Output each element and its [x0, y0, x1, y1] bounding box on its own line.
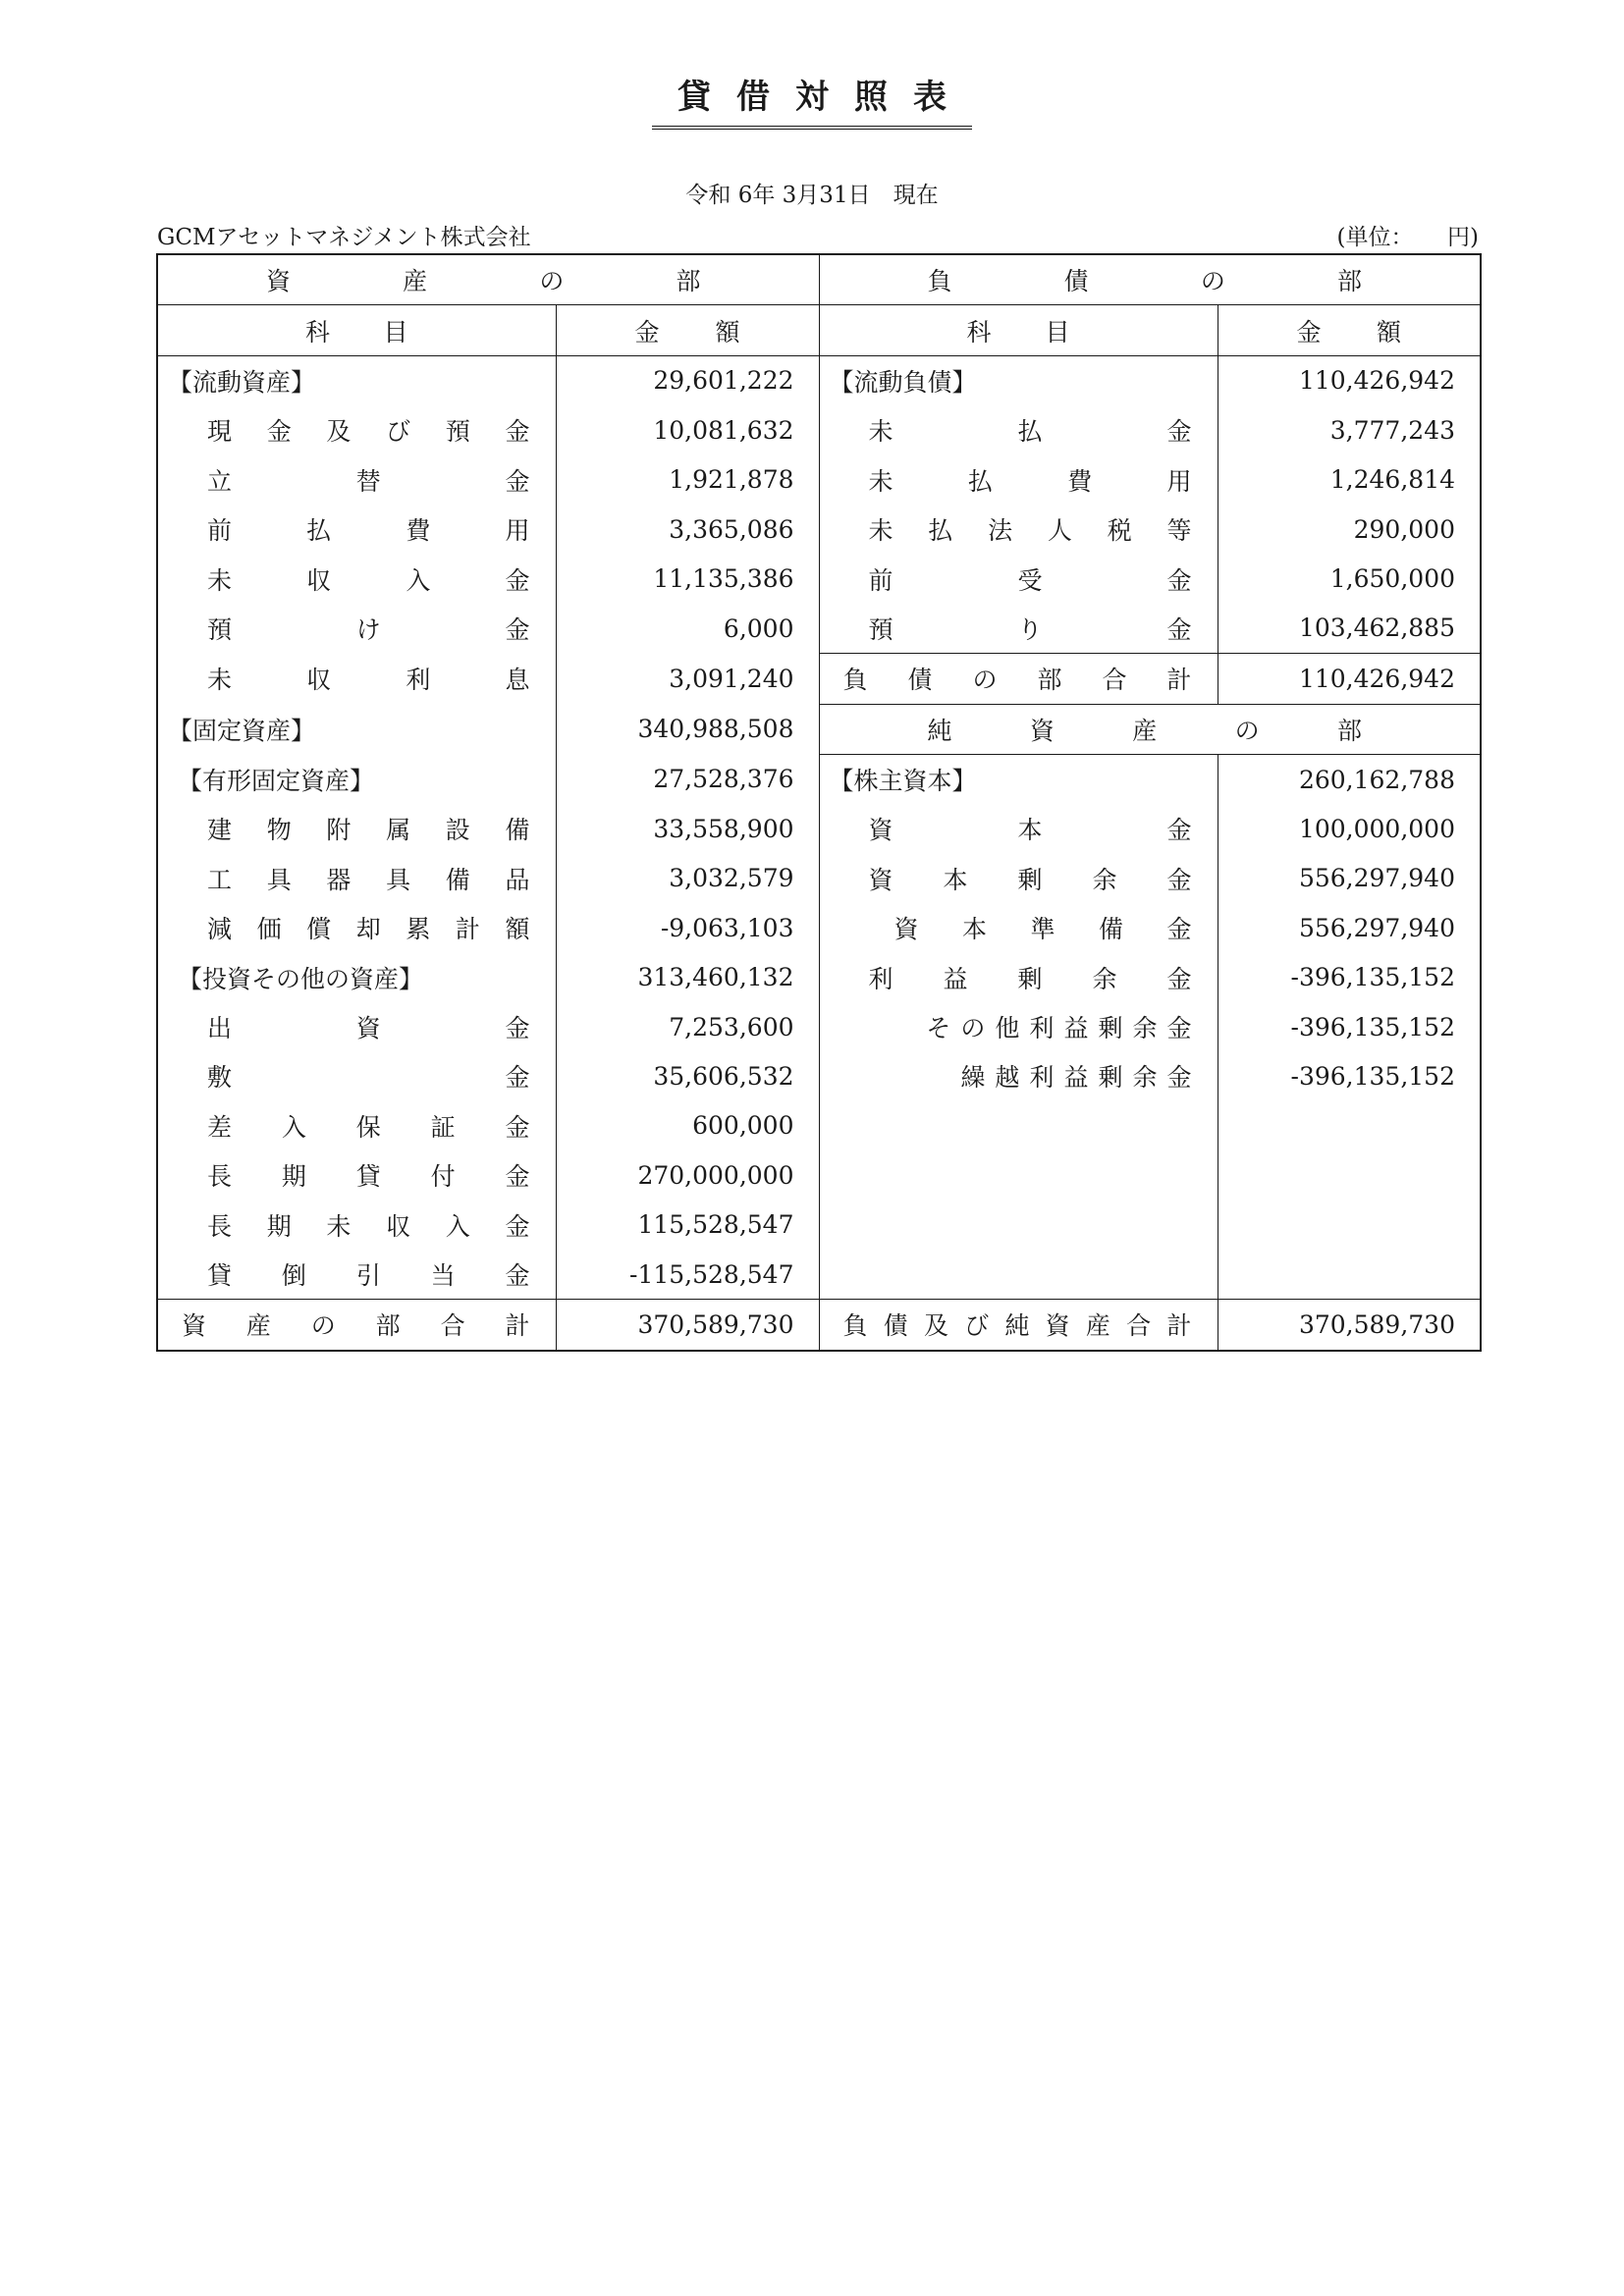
asset-item-label — [157, 604, 556, 654]
asset-subsection-label — [157, 754, 556, 804]
net-asset-item-label — [819, 1051, 1218, 1100]
asset-label-text: 前 払 費 用 — [207, 516, 530, 546]
liab-net-total-amount: 370,589,730 — [1218, 1300, 1481, 1351]
asset-label-text: 長 期 貸 付 金 — [207, 1162, 530, 1192]
liability-item-label — [819, 554, 1218, 603]
table-row — [157, 1002, 1481, 1051]
asset-item-label — [157, 854, 556, 903]
asset-amount: 340,988,508 — [556, 704, 819, 754]
liability-item-label — [819, 455, 1218, 505]
asset-item-label — [157, 1200, 556, 1249]
liability-label-text: 預 り 金 — [868, 614, 1192, 644]
net-assets-section-header — [819, 704, 1481, 754]
asset-item-label — [157, 1150, 556, 1200]
net-asset-amount: 556,297,940 — [1218, 903, 1481, 952]
asset-label-text: 【投資その他の資産】 — [178, 964, 424, 993]
asset-section-label — [157, 704, 556, 754]
liabilities-section-header — [819, 254, 1481, 305]
assets-item-header — [157, 305, 556, 355]
net-asset-label-text: 利 益 剰 余 金 — [868, 964, 1192, 993]
asset-amount: 1,921,878 — [556, 455, 819, 505]
table-row — [157, 1150, 1481, 1200]
asset-subsection-label — [157, 952, 556, 1001]
liabilities-total-label — [819, 654, 1218, 704]
assets-section-header — [157, 254, 819, 305]
table-row — [157, 1200, 1481, 1249]
empty-cell — [819, 1250, 1218, 1300]
asset-label-text: 【有形固定資産】 — [178, 766, 375, 795]
asset-label-text: 差 入 保 証 金 — [207, 1112, 530, 1142]
liability-section-label — [819, 355, 1218, 405]
liab-net-total-label-text: 負 債 及 び 純 資 産 合 計 — [842, 1311, 1192, 1341]
liability-amount: 103,462,885 — [1218, 604, 1481, 654]
asset-amount: 11,135,386 — [556, 554, 819, 603]
header-row — [157, 254, 1481, 305]
header-row — [157, 305, 1481, 355]
table-row — [157, 903, 1481, 952]
net-asset-label-text: 【株主資本】 — [829, 767, 977, 796]
balance-sheet-table — [156, 253, 1482, 1352]
asset-amount: -115,528,547 — [556, 1250, 819, 1300]
table-row — [157, 355, 1481, 405]
liabilities-item-header-text: 科 目 — [966, 317, 1070, 347]
liability-label-text: 未 払 金 — [868, 417, 1192, 447]
liab-net-total-label — [819, 1300, 1218, 1351]
net-asset-item-label — [819, 952, 1218, 1001]
table-row — [157, 505, 1481, 554]
net-asset-label-text: 資 本 金 — [868, 816, 1192, 845]
liability-amount: 290,000 — [1218, 505, 1481, 554]
assets-amount-header — [556, 305, 819, 355]
title-text: 貸借対照表 — [652, 73, 972, 130]
table-row — [157, 754, 1481, 804]
asset-amount: 115,528,547 — [556, 1200, 819, 1249]
asset-item-label — [157, 455, 556, 505]
asset-item-label — [157, 554, 556, 603]
asset-item-label — [157, 405, 556, 454]
net-asset-item-label — [819, 903, 1218, 952]
assets-total-label-text: 資 産 の 部 合 計 — [182, 1311, 530, 1341]
table-row — [157, 654, 1481, 704]
liability-item-label — [819, 405, 1218, 454]
empty-cell — [1218, 1101, 1481, 1150]
liability-label-text: 未 払 法 人 税 等 — [868, 516, 1192, 546]
asset-item-label — [157, 1250, 556, 1300]
empty-cell — [1218, 1150, 1481, 1200]
liability-amount: 3,777,243 — [1218, 405, 1481, 454]
asset-label-text: 出 資 金 — [207, 1014, 530, 1043]
liabilities-amount-header-text: 金 額 — [1296, 317, 1401, 347]
table-row — [157, 1250, 1481, 1300]
assets-amount-header-text: 金 額 — [634, 317, 740, 347]
asset-amount: 33,558,900 — [556, 804, 819, 853]
table-row — [157, 854, 1481, 903]
liability-label-text: 【流動負債】 — [829, 367, 977, 397]
table-row — [157, 455, 1481, 505]
unit-label: (単位： 円) — [1336, 225, 1479, 250]
liabilities-item-header — [819, 305, 1218, 355]
net-asset-section-label — [819, 754, 1218, 804]
asset-amount: 313,460,132 — [556, 952, 819, 1001]
asset-label-text: 未 収 入 金 — [207, 565, 530, 595]
table-row — [157, 1051, 1481, 1100]
asset-amount: 600,000 — [556, 1101, 819, 1150]
asset-label-text: 減 価 償 却 累 計 額 — [207, 915, 530, 944]
asset-label-text: 建 物 附 属 設 備 — [207, 816, 530, 845]
asset-label-text: 預 け 金 — [207, 615, 530, 645]
table-row — [157, 952, 1481, 1001]
liability-amount: 1,246,814 — [1218, 455, 1481, 505]
asset-amount: 7,253,600 — [556, 1002, 819, 1051]
net-asset-amount: 556,297,940 — [1218, 854, 1481, 903]
asset-item-label — [157, 505, 556, 554]
asset-label-text: 工 具 器 具 備 品 — [207, 865, 530, 894]
asset-amount: 3,365,086 — [556, 505, 819, 554]
liabilities-total-text: 負 債 の 部 合 計 — [842, 666, 1192, 695]
table-row — [157, 604, 1481, 654]
net-assets-header-text: 純 資 産 の 部 — [927, 716, 1362, 745]
table-row — [157, 804, 1481, 853]
company-name: GCMアセットマネジメント株式会社 — [157, 225, 531, 250]
empty-cell — [1218, 1200, 1481, 1249]
liability-item-label — [819, 505, 1218, 554]
net-asset-label-text: 資 本 準 備 金 — [893, 915, 1192, 944]
table-row — [157, 1101, 1481, 1150]
asset-amount: 27,528,376 — [556, 754, 819, 804]
asset-amount: 3,091,240 — [556, 654, 819, 704]
liability-item-label — [819, 604, 1218, 654]
liabilities-amount-header — [1218, 305, 1481, 355]
table-row — [157, 704, 1481, 754]
asset-label-text: 立 替 金 — [207, 466, 530, 496]
asset-amount: -9,063,103 — [556, 903, 819, 952]
assets-item-header-text: 科 目 — [305, 317, 408, 347]
empty-cell — [819, 1150, 1218, 1200]
empty-cell — [1218, 1250, 1481, 1300]
totals-row — [157, 1300, 1481, 1351]
net-asset-amount: -396,135,152 — [1218, 1002, 1481, 1051]
asset-amount: 270,000,000 — [556, 1150, 819, 1200]
assets-total-amount: 370,589,730 — [556, 1300, 819, 1351]
asset-amount: 10,081,632 — [556, 405, 819, 454]
asset-label-text: 【固定資産】 — [168, 716, 316, 745]
asset-label-text: 敷 金 — [207, 1063, 530, 1093]
asset-amount: 3,032,579 — [556, 854, 819, 903]
asset-item-label — [157, 804, 556, 853]
asset-label-text: 未 収 利 息 — [207, 666, 530, 695]
liabilities-section-header-text: 負 債 の 部 — [927, 267, 1362, 296]
liability-label-text: 未 払 費 用 — [868, 466, 1192, 496]
asset-label-text: 【流動資産】 — [168, 367, 316, 397]
net-asset-item-label — [819, 804, 1218, 853]
asset-item-label — [157, 1101, 556, 1150]
asset-label-text: 貸 倒 引 当 金 — [207, 1261, 530, 1290]
liability-amount: 1,650,000 — [1218, 554, 1481, 603]
asset-section-label — [157, 355, 556, 405]
asset-item-label — [157, 654, 556, 704]
liability-label-text: 前 受 金 — [868, 565, 1192, 595]
net-asset-item-label — [819, 854, 1218, 903]
net-asset-amount: 100,000,000 — [1218, 804, 1481, 853]
net-asset-item-label — [819, 1002, 1218, 1051]
asset-amount: 35,606,532 — [556, 1051, 819, 1100]
empty-cell — [819, 1200, 1218, 1249]
table-row — [157, 405, 1481, 454]
asset-label-text: 現 金 及 び 預 金 — [207, 417, 530, 447]
empty-cell — [819, 1101, 1218, 1150]
liabilities-total-amount: 110,426,942 — [1218, 654, 1481, 704]
net-asset-label-text: 繰 越 利 益 剰 余 金 — [960, 1063, 1192, 1093]
net-asset-label-text: 資 本 剰 余 金 — [868, 865, 1192, 894]
report-date: 令和 6年 3月31日 現在 — [685, 183, 939, 208]
asset-item-label — [157, 1002, 556, 1051]
asset-label-text: 長 期 未 収 入 金 — [207, 1211, 530, 1241]
document-title — [0, 73, 1624, 130]
table-row — [157, 554, 1481, 603]
assets-section-header-text: 資 産 の 部 — [266, 267, 701, 296]
asset-item-label — [157, 903, 556, 952]
asset-amount: 29,601,222 — [556, 355, 819, 405]
asset-amount: 6,000 — [556, 604, 819, 654]
assets-total-label — [157, 1300, 556, 1351]
asset-item-label — [157, 1051, 556, 1100]
net-asset-label-text: そ の 他 利 益 剰 余 金 — [926, 1014, 1192, 1043]
net-asset-amount: -396,135,152 — [1218, 952, 1481, 1001]
liability-amount: 110,426,942 — [1218, 355, 1481, 405]
net-asset-amount: -396,135,152 — [1218, 1051, 1481, 1100]
net-asset-amount: 260,162,788 — [1218, 754, 1481, 804]
